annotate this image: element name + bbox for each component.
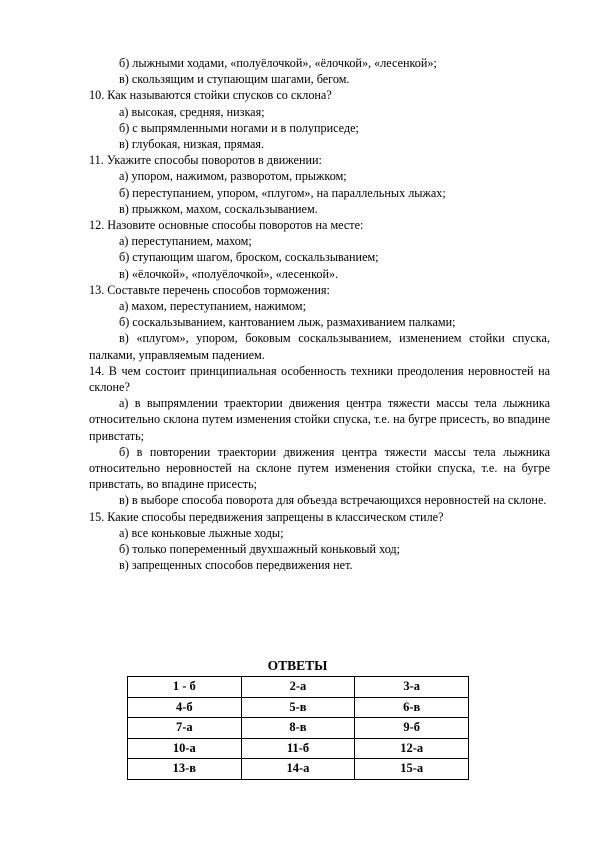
answer-cell: 5-в — [241, 697, 355, 718]
questions-block — [89, 55, 550, 574]
answer-cell: 3-а — [355, 677, 469, 698]
question-14 — [89, 363, 550, 509]
option: в) глубокая, низкая, прямая. — [119, 137, 265, 152]
question-text: 13. Составьте перечень способов торможения: — [89, 282, 330, 297]
option: в) в выборе способа поворота для объезда встречающихся неровностей на склоне. — [119, 493, 547, 508]
answer-cell: 9-б — [355, 718, 469, 739]
table-row — [128, 718, 469, 739]
option: в) скользящим и ступающим шагами, бегом. — [119, 72, 350, 87]
answers-title: ОТВЕТЫ — [267, 658, 328, 673]
answers-table — [127, 676, 469, 780]
option: в) «плугом», упором, боковым соскальзыванием, изменением стойки спуска, палками, управляемым падением. — [89, 331, 550, 362]
question-9-tail — [89, 55, 550, 87]
question-text: 10. Как называются стойки спусков со склона? — [89, 88, 332, 103]
option: а) все коньковые лыжные ходы; — [119, 525, 284, 540]
answer-cell: 14-а — [241, 759, 355, 780]
option: б) в повторении траектории движения центра тяжести массы тела лыжника относительно неровностей на склоне путем изменения стойки спуска, т.е. на бугре привстать, во впадине присесть; — [89, 444, 550, 492]
question-13 — [89, 282, 550, 363]
question-10 — [89, 87, 550, 152]
option: б) только попеременный двухшажный коньковый ход; — [119, 542, 401, 557]
option: а) переступанием, махом; — [119, 234, 252, 249]
answer-cell: 13-в — [128, 759, 242, 780]
question-text: 11. Укажите способы поворотов в движении: — [89, 153, 322, 168]
question-text: 12. Назовите основные способы поворотов на месте: — [89, 218, 364, 233]
option: б) ступающим шагом, броском, соскальзыванием; — [119, 250, 379, 265]
question-15 — [89, 509, 550, 574]
answer-cell: 12-а — [355, 738, 469, 759]
option: а) в выпрямлении траектории движения центра тяжести массы тела лыжника относительно склона путем изменения стойки спуска, т.е. на бугре присесть, во впадине привстать; — [89, 396, 550, 443]
option: а) упором, нажимом, разворотом, прыжком; — [119, 169, 347, 184]
option: в) «ёлочкой», «полуёлочкой», «лесенкой». — [119, 266, 339, 281]
option: б) лыжными ходами, «полуёлочкой», «ёлочкой», «лесенкой»; — [119, 56, 437, 70]
question-text: 15. Какие способы передвижения запрещены в классическом стиле? — [89, 509, 444, 524]
question-12 — [89, 217, 550, 282]
answer-cell: 7-а — [128, 718, 242, 739]
answer-cell: 2-а — [241, 677, 355, 698]
answer-cell: 4-б — [128, 697, 242, 718]
question-text: 14. В чем состоит принципиальная особенность техники преодоления неровностей на склоне? — [89, 363, 550, 395]
option: б) соскальзыванием, кантованием лыж, размахиванием палками; — [119, 315, 456, 330]
answer-cell: 11-б — [241, 738, 355, 759]
question-11 — [89, 152, 550, 217]
table-row — [128, 677, 469, 698]
option: в) запрещенных способов передвижения нет. — [119, 558, 353, 573]
option: а) махом, переступанием, нажимом; — [119, 299, 306, 314]
answer-cell: 10-а — [128, 738, 242, 759]
option: б) переступанием, упором, «плугом», на параллельных лыжах; — [119, 185, 446, 200]
answer-cell: 15-а — [355, 759, 469, 780]
option: а) высокая, средняя, низкая; — [119, 104, 265, 119]
answer-cell: 8-в — [241, 718, 355, 739]
option: б) с выпрямленными ногами и в полуприседе; — [119, 120, 359, 135]
answer-cell: 1 - б — [128, 677, 242, 698]
table-row — [128, 759, 469, 780]
answer-cell: 6-в — [355, 697, 469, 718]
table-row — [128, 697, 469, 718]
table-row — [128, 738, 469, 759]
option: в) прыжком, махом, соскальзыванием. — [119, 201, 318, 216]
